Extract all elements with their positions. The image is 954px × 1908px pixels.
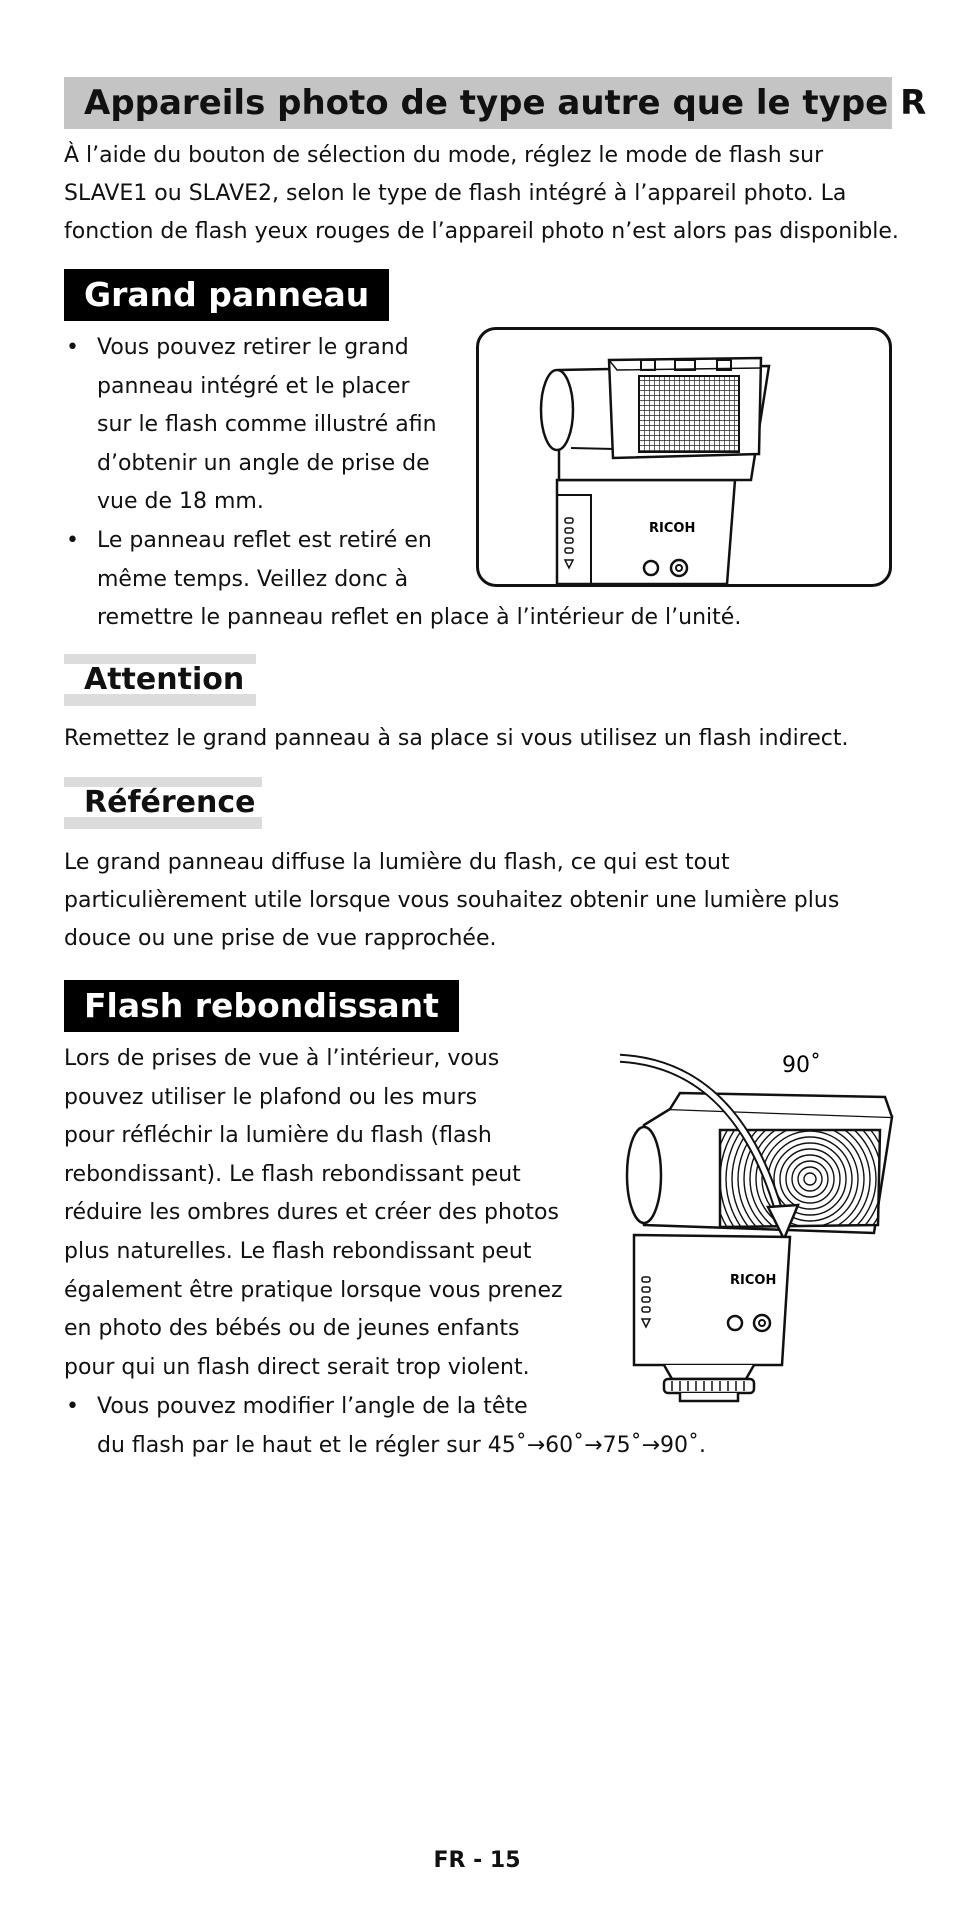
text-line: pour qui un flash direct serait trop violent. (64, 1354, 530, 1380)
non-r-cameras-paragraph (64, 137, 899, 251)
section-heading-text: Appareils photo de type autre que le type R (84, 83, 927, 123)
text-line: Vous pouvez modifier l’angle de la tête (97, 1394, 528, 1419)
text-line: du flash par le haut et le régler sur 45˚→60˚→75˚→90˚. (97, 1432, 707, 1458)
angle-label: 90˚ (782, 1053, 821, 1078)
text-line: Remettez le grand panneau à sa place si vous utilisez un flash indirect. (64, 726, 849, 751)
bullet-marker: • (66, 528, 79, 553)
text-line: Le grand panneau diffuse la lumière du flash, ce qui est tout (64, 850, 730, 875)
bullet-marker: • (66, 1394, 79, 1419)
text-line: remettre le panneau reflet en place à l’intérieur de l’unité. (97, 605, 742, 630)
text-line: même temps. Veillez donc à (97, 566, 409, 592)
bullet-remove-panel (64, 329, 464, 522)
bounce-flash-illustration (620, 1045, 900, 1405)
section-heading-text: Grand panneau (84, 275, 370, 314)
text-line: plus naturelles. Le flash rebondissant peut (64, 1238, 532, 1264)
text-line: Vous pouvez retirer le grand (97, 335, 409, 360)
text-line: Lors de prises de vue à l’intérieur, vous (64, 1046, 500, 1071)
text-line: fonction de flash yeux rouges de l’appareil photo n’est alors pas disponible. (64, 219, 899, 244)
flash-bounce-drawing (620, 1045, 900, 1405)
section-heading-grand-panneau (64, 269, 389, 321)
section-heading-flash-rebondissant (64, 980, 459, 1032)
ricoh-logo-text: RICOH (730, 1273, 777, 1288)
text-line: sur le flash comme illustré afin (97, 412, 437, 437)
text-line: rebondissant). Le flash rebondissant peut (64, 1161, 521, 1187)
page-number: FR - 15 (433, 1848, 521, 1873)
reference-heading (64, 777, 262, 829)
flash-wide-panel-drawing (479, 330, 889, 584)
reference-heading-text: Référence (84, 785, 256, 820)
attention-heading (64, 654, 256, 706)
text-line: en photo des bébés ou de jeunes enfants (64, 1316, 520, 1342)
text-line: panneau intégré et le placer (97, 373, 410, 399)
text-line: Le panneau reflet est retiré en (97, 528, 432, 553)
text-line: SLAVE1 ou SLAVE2, selon le type de flash intégré à l’appareil photo. La (64, 181, 847, 206)
attention-heading-text: Attention (84, 662, 245, 697)
text-line: pour réfléchir la lumière du flash (flash (64, 1123, 492, 1149)
text-line: pouvez utiliser le plafond ou les murs (64, 1084, 478, 1110)
section-heading-text: Flash rebondissant (84, 986, 439, 1025)
wide-panel-illustration (476, 327, 892, 587)
ricoh-logo-text: RICOH (649, 521, 696, 536)
text-line: réduire les ombres dures et créer des photos (64, 1200, 559, 1226)
text-line: douce ou une prise de vue rapprochée. (64, 926, 497, 951)
text-line: À l’aide du bouton de sélection du mode, réglez le mode de flash sur (64, 143, 824, 168)
bounce-flash-paragraph (64, 1040, 563, 1387)
bullet-marker: • (66, 335, 79, 360)
text-line: d’obtenir un angle de prise de (97, 450, 430, 476)
text-line: particulièrement utile lorsque vous souhaitez obtenir une lumière plus (64, 888, 840, 913)
section-heading-non-r-cameras (64, 77, 927, 129)
reference-paragraph (64, 844, 839, 958)
text-line: vue de 18 mm. (97, 489, 264, 514)
text-line: également être pratique lorsque vous prenez (64, 1277, 563, 1303)
attention-text (64, 720, 849, 758)
